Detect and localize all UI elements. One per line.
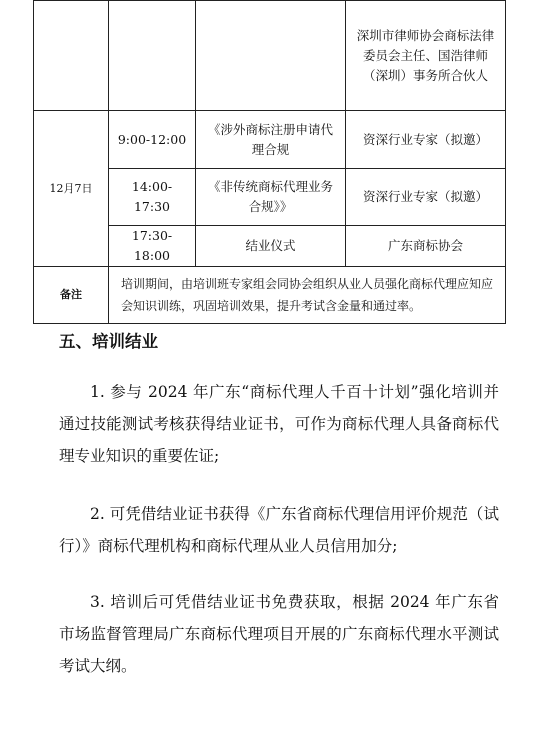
paragraph-3: 3. 培训后可凭借结业证书免费获取，根据 2024 年广东省市场监督管理局广东商标代理项目开展的广东商标代理水平测试考试大纲。 (59, 593, 499, 675)
schedule-table (33, 0, 506, 324)
time-cell: 9:00-12:00 (109, 111, 196, 169)
note-text-cell: 培训期间，由培训班专家组会同协会组织从业人员强化商标代理应知应会知识训练，巩固培训效果，提升考试含金量和通过率。 (109, 267, 506, 324)
paragraph-2: 2. 可凭借结业证书获得《广东省商标代理信用评价规范（试行）》商标代理机构和商标代理从业人员信用加分; (59, 505, 499, 555)
time-cell: 17:30-18:00 (109, 226, 196, 267)
date-cell: 12月7日 (34, 111, 109, 267)
speaker-cell: 深圳市律师协会商标法律委员会主任、国浩律师（深圳）事务所合伙人 (346, 1, 506, 111)
note-label-cell: 备注 (34, 267, 109, 324)
topic-cell: 《涉外商标注册申请代理合规 (196, 111, 346, 169)
paragraph-1: 1. 参与 2024 年广东“商标代理人千百十计划”强化培训并通过技能测试考核获得结业证书，可作为商标代理人具备商标代理专业知识的重要佐证; (59, 383, 499, 465)
topic-cell: 《非传统商标代理业务合规》》 (196, 169, 346, 226)
time-cell: 14:00-17:30 (109, 169, 196, 226)
empty-cell (34, 1, 109, 111)
speaker-cell: 资深行业专家（拟邀） (346, 111, 506, 169)
topic-cell: 结业仪式 (196, 226, 346, 267)
table-row (34, 111, 506, 169)
speaker-cell: 广东商标协会 (346, 226, 506, 267)
speaker-cell: 资深行业专家（拟邀） (346, 169, 506, 226)
table-row (34, 267, 506, 324)
section-title: 五、培训结业 (59, 332, 158, 351)
table-row (34, 1, 506, 111)
empty-cell (109, 1, 196, 111)
empty-cell (196, 1, 346, 111)
